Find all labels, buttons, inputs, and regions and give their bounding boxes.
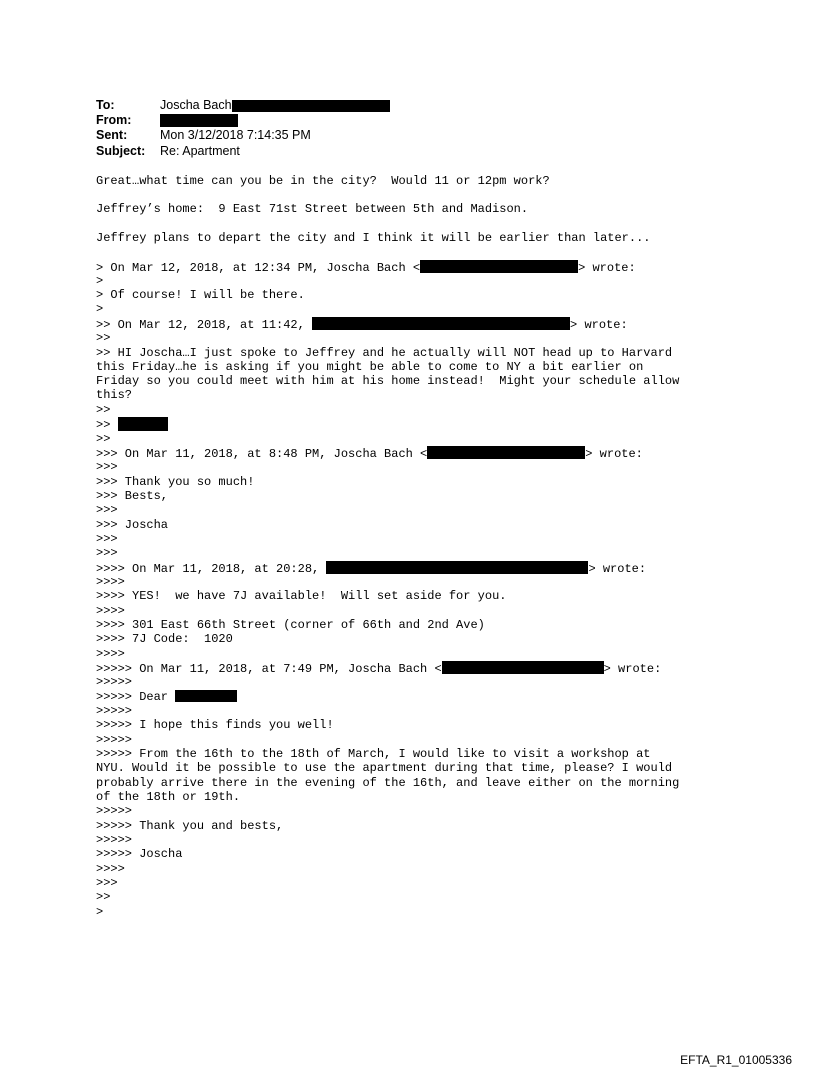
sent-label: Sent:	[96, 128, 128, 142]
quote-line: >>>> 301 East 66th Street (corner of 66th and 2nd Ave)	[96, 618, 485, 632]
to-label: To:	[96, 98, 115, 112]
quote-line: >	[96, 905, 104, 919]
quote-line: >>>>> On Mar 11, 2018, at 7:49 PM, Joscha Bach < > wrote:	[96, 662, 662, 676]
quote-line: >>>>>	[96, 704, 133, 718]
quote-line: >>>	[96, 503, 118, 517]
quote-line: >>	[96, 890, 111, 904]
quote-line: >>>>>	[96, 675, 133, 689]
quote-line: >>>> YES! we have 7J available! Will set aside for you.	[96, 589, 507, 603]
quote-line: >	[96, 274, 104, 288]
subject-value: Re: Apartment	[160, 144, 240, 158]
from-value	[160, 112, 238, 128]
quote-line: >>>	[96, 546, 118, 560]
quote-line: >>>>	[96, 575, 125, 589]
document-id: EFTA_R1_01005336	[680, 1053, 792, 1067]
redaction-bar	[442, 661, 604, 674]
redaction-bar	[160, 114, 238, 127]
quote-line: >>	[96, 432, 111, 446]
quote-line: of the 18th or 19th.	[96, 790, 241, 804]
redaction-bar	[175, 690, 237, 702]
quote-line: >>>> On Mar 11, 2018, at 20:28, > wrote:	[96, 562, 647, 576]
quote-line: >>> Bests,	[96, 489, 169, 503]
quote-line: >	[96, 302, 104, 316]
quote-line: >>	[96, 331, 111, 345]
body-line: Jeffrey’s home: 9 East 71st Street between 5th and Madison.	[96, 202, 529, 216]
redaction-bar	[326, 561, 588, 574]
quote-line: >>>	[96, 460, 118, 474]
sent-value: Mon 3/12/2018 7:14:35 PM	[160, 128, 311, 142]
quote-line: >>> On Mar 11, 2018, at 8:48 PM, Joscha Bach < > wrote:	[96, 447, 643, 461]
quote-line: >>>>> I hope this finds you well!	[96, 718, 334, 732]
quote-line: NYU. Would it be possible to use the apartment during that time, please? I would	[96, 761, 673, 775]
quote-line: >>>>	[96, 604, 125, 618]
body-line: Jeffrey plans to depart the city and I think it will be earlier than later...	[96, 231, 651, 245]
quote-line: >>>	[96, 532, 118, 546]
quote-line: >>> Thank you so much!	[96, 475, 255, 489]
quote-line: >>>>	[96, 862, 125, 876]
redaction-bar	[420, 260, 578, 273]
quote-line: probably arrive there in the evening of the 16th, and leave either on the morning	[96, 776, 680, 790]
redaction-bar	[232, 100, 390, 112]
quote-line: >>>>	[96, 647, 125, 661]
quote-line: >>	[96, 403, 111, 417]
quote-line: Friday so you could meet with him at his home instead! Might your schedule allow	[96, 374, 680, 388]
redaction-bar	[427, 446, 585, 459]
quote-line: >> On Mar 12, 2018, at 11:42, > wrote:	[96, 318, 628, 332]
quote-line: >>>>> From the 16th to the 18th of March, I would like to visit a workshop at	[96, 747, 651, 761]
redaction-bar	[118, 417, 168, 431]
quote-line: >>	[96, 417, 168, 432]
subject-label: Subject:	[96, 144, 146, 158]
from-label: From:	[96, 113, 132, 127]
quote-line: >>>>> Joscha	[96, 847, 183, 861]
quote-line: > Of course! I will be there.	[96, 288, 305, 302]
quote-line: >>> Joscha	[96, 518, 169, 532]
quote-line: this Friday…he is asking if you might be able to come to NY a bit earlier on	[96, 360, 644, 374]
quote-line: > On Mar 12, 2018, at 12:34 PM, Joscha Bach < > wrote:	[96, 261, 636, 275]
quote-line: >>>>>	[96, 804, 133, 818]
body-line: Great…what time can you be in the city? Would 11 or 12pm work?	[96, 174, 550, 188]
quote-line: >>>>>	[96, 833, 133, 847]
quote-line: >>>> 7J Code: 1020	[96, 632, 233, 646]
quote-line: >> HI Joscha…I just spoke to Jeffrey and he actually will NOT head up to Harvard	[96, 346, 673, 360]
quote-line: >>>	[96, 876, 118, 890]
to-value: Joscha Bach	[160, 97, 390, 113]
quote-line: >>>>>	[96, 733, 133, 747]
quote-line: this?	[96, 388, 133, 402]
quote-line: >>>>> Thank you and bests,	[96, 819, 284, 833]
quote-line: >>>>> Dear	[96, 690, 237, 704]
redaction-bar	[312, 317, 570, 330]
